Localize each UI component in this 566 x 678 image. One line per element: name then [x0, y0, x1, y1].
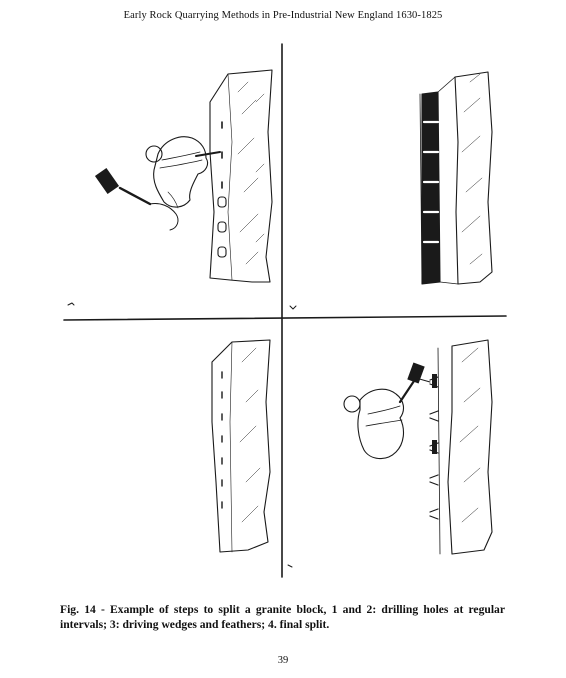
figure-14 [60, 42, 510, 582]
panel-1-drilling [95, 70, 272, 282]
split-fissure [422, 92, 440, 284]
granite-block-3 [212, 340, 270, 552]
figure-illustration [60, 42, 510, 582]
granite-block-1 [210, 70, 272, 282]
panel-2-split [420, 72, 492, 284]
panel-4-wedges [344, 340, 492, 554]
figure-caption: Fig. 14 - Example of steps to split a granite block, 1 and 2: drilling holes at regular intervals; 3: driving wedges and feathers; 4. final split. [60, 603, 505, 631]
running-header: Early Rock Quarrying Methods in Pre-Industrial New England 1630-1825 [123, 10, 443, 21]
page-number: 39 [277, 655, 289, 666]
hammer-1 [120, 188, 150, 204]
panel-3-drill-holes [212, 340, 270, 552]
worker-4 [358, 389, 404, 458]
granite-block-4 [448, 340, 492, 554]
worker-1 [154, 137, 208, 207]
horizontal-divider [64, 316, 506, 320]
